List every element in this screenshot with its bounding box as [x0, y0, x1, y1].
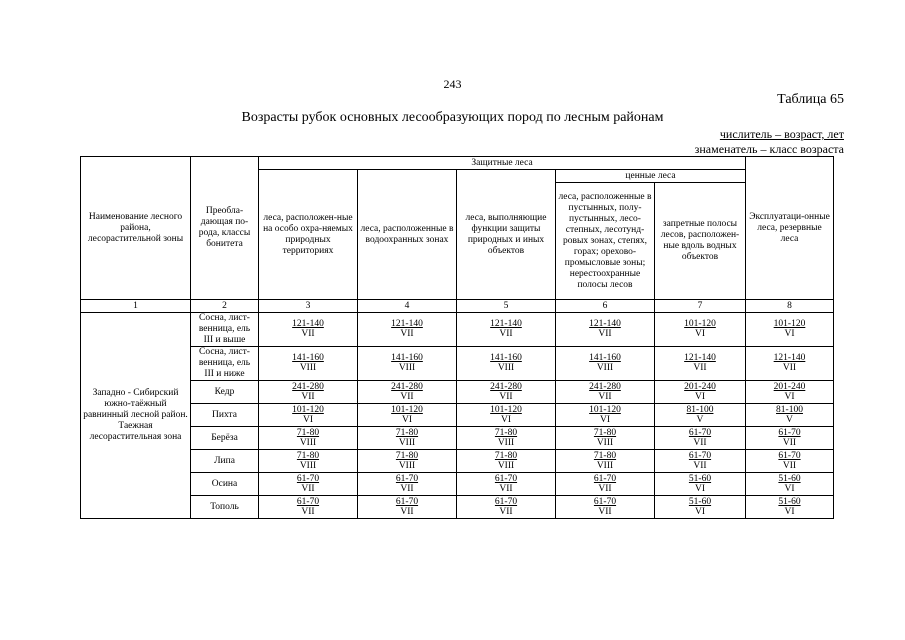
age-fraction: [684, 319, 716, 339]
table-row: [81, 450, 834, 473]
age-fraction: [689, 451, 711, 471]
age-cell: [556, 404, 655, 427]
age-years: 101-120: [589, 404, 621, 415]
header-col5: леса, выполняющие функции защиты природных и иных объектов: [457, 170, 556, 300]
age-years: 141-160: [490, 353, 522, 363]
table-row: [81, 313, 834, 347]
age-years: 121-140: [684, 353, 716, 363]
age-class: VIII: [596, 437, 614, 448]
age-years: 121-140: [589, 319, 621, 329]
age-years: 241-280: [292, 381, 324, 392]
age-years: 71-80: [593, 427, 617, 438]
age-cell: [259, 381, 358, 404]
age-class: VIII: [497, 363, 515, 373]
age-cell: [655, 313, 746, 347]
age-fraction: [778, 451, 800, 471]
age-class: VII: [400, 391, 414, 402]
age-fraction: [490, 319, 522, 339]
age-years: 61-70: [593, 496, 617, 507]
age-fraction: [495, 451, 517, 471]
age-cell: [556, 381, 655, 404]
table-row: [81, 496, 834, 519]
age-fraction: [589, 405, 621, 425]
age-cell: [358, 473, 457, 496]
age-fraction: [687, 405, 714, 425]
age-years: 71-80: [296, 427, 320, 438]
age-class: VII: [782, 460, 797, 471]
species-cell: Сосна, лист-венница, ель III и ниже: [191, 347, 259, 381]
age-cell: [259, 450, 358, 473]
age-fraction: [391, 405, 423, 425]
age-class: VIII: [596, 460, 614, 471]
age-class: VII: [693, 437, 707, 448]
age-years: 61-70: [395, 473, 419, 484]
age-fraction: [774, 382, 806, 402]
age-years: 241-280: [589, 381, 621, 392]
age-cell: [556, 347, 655, 381]
age-years: 61-70: [778, 450, 801, 461]
age-fraction: [689, 474, 711, 494]
col-number-3: 3: [259, 300, 358, 313]
age-years: 121-140: [292, 319, 324, 329]
age-class: VI: [401, 414, 412, 425]
age-years: 121-140: [773, 353, 806, 363]
age-cell: [655, 427, 746, 450]
age-years: 61-70: [296, 496, 320, 507]
age-class: VIII: [596, 363, 614, 373]
age-years: 51-60: [688, 473, 712, 484]
header-protective: Защитные леса: [259, 157, 746, 170]
age-fraction: [396, 474, 418, 494]
species-cell: Сосна, лист-венница, ель III и выше: [191, 313, 259, 347]
age-cell: [358, 427, 457, 450]
table-row: [81, 404, 834, 427]
header-col4: леса, расположенные в водоохранных зонах: [358, 170, 457, 300]
age-class: VI: [694, 506, 705, 517]
age-years: 241-280: [490, 381, 522, 392]
species-cell: Пихта: [191, 404, 259, 427]
age-years: 61-70: [494, 473, 518, 484]
age-cell: [457, 496, 556, 519]
age-cell: [556, 427, 655, 450]
zone-name: Западно - Сибирский южно-таёжный равнинный лесной район. Таежная лесорастительная зона: [81, 313, 191, 519]
age-years: 201-240: [773, 381, 806, 392]
age-class: VII: [499, 506, 513, 517]
table-row: [81, 473, 834, 496]
age-fraction: [292, 319, 324, 339]
age-fraction: [297, 428, 319, 448]
age-cell: [358, 347, 457, 381]
age-years: 81-100: [776, 404, 803, 415]
age-years: 121-140: [391, 319, 423, 329]
age-class: VII: [782, 363, 797, 373]
age-cell: [655, 496, 746, 519]
age-cell: [655, 347, 746, 381]
age-fraction: [684, 382, 716, 402]
age-cell: [259, 427, 358, 450]
species-cell: Тополь: [191, 496, 259, 519]
age-fraction: [589, 382, 621, 402]
age-fraction: [391, 353, 423, 373]
age-fraction: [297, 497, 319, 517]
age-cell: [655, 404, 746, 427]
age-class: VI: [784, 329, 795, 339]
age-cell: [457, 381, 556, 404]
age-fraction: [778, 474, 800, 494]
age-class: VI: [784, 483, 795, 494]
age-cell: [746, 381, 834, 404]
age-class: VII: [301, 483, 315, 494]
age-class: VII: [598, 483, 612, 494]
age-class: VIII: [299, 437, 317, 448]
age-years: 71-80: [296, 450, 320, 461]
age-years: 101-120: [391, 404, 423, 415]
age-class: VII: [598, 329, 612, 339]
age-years: 201-240: [684, 381, 716, 392]
age-cell: [259, 496, 358, 519]
legend-denominator: знаменатель – класс возраста: [694, 142, 844, 156]
species-cell: Кедр: [191, 381, 259, 404]
age-years: 61-70: [593, 473, 617, 484]
age-fraction: [292, 382, 324, 402]
age-cell: [746, 473, 834, 496]
age-fraction: [589, 353, 621, 373]
age-class: VII: [782, 437, 797, 448]
age-fraction: [689, 428, 711, 448]
col-number-4: 4: [358, 300, 457, 313]
age-cell: [655, 473, 746, 496]
age-cell: [746, 347, 834, 381]
age-class: VI: [694, 391, 705, 402]
age-cell: [556, 450, 655, 473]
age-years: 101-120: [684, 319, 716, 329]
age-years: 101-120: [490, 404, 522, 415]
cutting-age-table: [80, 156, 834, 519]
age-class: VII: [499, 391, 513, 402]
age-class: VIII: [398, 437, 416, 448]
age-fraction: [778, 428, 800, 448]
age-cell: [259, 473, 358, 496]
age-cell: [457, 450, 556, 473]
col-number-2: 2: [191, 300, 259, 313]
age-class: VII: [499, 329, 513, 339]
col-number-5: 5: [457, 300, 556, 313]
age-fraction: [684, 353, 716, 373]
document-title: Возрасты рубок основных лесообразующих пород по лесным районам: [241, 110, 664, 125]
header-col7: запретные полосы лесов, расположен-ные вдоль водных объектов: [655, 183, 746, 300]
age-class: VIII: [497, 460, 515, 471]
age-class: VII: [400, 329, 414, 339]
age-cell: [746, 404, 834, 427]
age-years: 71-80: [593, 450, 617, 461]
age-cell: [358, 404, 457, 427]
age-years: 61-70: [778, 427, 801, 438]
age-fraction: [490, 405, 522, 425]
age-years: 51-60: [778, 496, 801, 507]
age-class: VII: [598, 391, 612, 402]
age-cell: [457, 427, 556, 450]
header-col6: леса, расположенные в пустынных, полу-пустынных, лесо-степных, лесотунд-ровых зонах, степях, горах; орехово-промысловые зоны; нерестоохранные полосы лесов: [556, 183, 655, 300]
age-years: 101-120: [292, 404, 324, 415]
age-years: 61-70: [296, 473, 320, 484]
age-cell: [556, 473, 655, 496]
age-cell: [556, 496, 655, 519]
table-row: [81, 347, 834, 381]
age-cell: [358, 496, 457, 519]
age-class: VII: [301, 506, 315, 517]
legend-numerator: числитель – возраст, лет: [719, 127, 844, 141]
age-years: 101-120: [773, 319, 806, 329]
age-class: VI: [599, 414, 610, 425]
col-number-1: 1: [81, 300, 191, 313]
age-class: VII: [693, 460, 707, 471]
age-class: VII: [301, 329, 315, 339]
age-cell: [746, 450, 834, 473]
age-class: VIII: [299, 460, 317, 471]
age-class: VI: [302, 414, 313, 425]
age-fraction: [774, 319, 806, 339]
age-class: VI: [784, 506, 795, 517]
species-cell: Липа: [191, 450, 259, 473]
age-fraction: [594, 474, 616, 494]
age-fraction: [490, 353, 522, 373]
age-class: VII: [301, 391, 315, 402]
age-cell: [259, 347, 358, 381]
age-cell: [746, 313, 834, 347]
age-years: 141-160: [292, 353, 324, 363]
age-class: V: [696, 414, 704, 425]
age-cell: [358, 450, 457, 473]
age-cell: [358, 381, 457, 404]
age-fraction: [396, 451, 418, 471]
age-years: 71-80: [395, 450, 419, 461]
age-cell: [358, 313, 457, 347]
header-species: Преобла-дающая по-рода, классы бонитета: [191, 157, 259, 300]
table-row: [81, 381, 834, 404]
age-fraction: [495, 428, 517, 448]
age-cell: [457, 313, 556, 347]
age-cell: [655, 381, 746, 404]
age-years: 71-80: [494, 450, 518, 461]
age-years: 61-70: [395, 496, 419, 507]
age-fraction: [774, 353, 806, 373]
age-years: 141-160: [589, 353, 621, 363]
species-cell: Осина: [191, 473, 259, 496]
age-class: VII: [400, 483, 414, 494]
age-years: 61-70: [494, 496, 518, 507]
age-class: VIII: [398, 363, 416, 373]
age-class: VI: [784, 391, 795, 402]
table-label: Таблица 65: [777, 92, 844, 107]
age-class: VIII: [299, 363, 317, 373]
age-years: 51-60: [688, 496, 712, 507]
age-years: 61-70: [688, 450, 712, 461]
age-class: VII: [499, 483, 513, 494]
page-number: 243: [443, 77, 462, 91]
age-class: VI: [694, 329, 705, 339]
col-number-8: 8: [746, 300, 834, 313]
age-fraction: [490, 382, 522, 402]
age-fraction: [495, 497, 517, 517]
header-name: Наименование лесного района, лесорастительной зоны: [81, 157, 191, 300]
age-class: VII: [598, 506, 612, 517]
age-cell: [655, 450, 746, 473]
age-years: 51-60: [778, 473, 801, 484]
age-cell: [457, 404, 556, 427]
age-fraction: [689, 497, 711, 517]
age-class: VIII: [398, 460, 416, 471]
age-fraction: [778, 497, 800, 517]
age-fraction: [594, 451, 616, 471]
header-valuable: ценные леса: [556, 170, 746, 183]
col-number-7: 7: [655, 300, 746, 313]
table-row: [81, 427, 834, 450]
age-fraction: [776, 405, 803, 425]
age-cell: [457, 347, 556, 381]
age-cell: [746, 427, 834, 450]
age-years: 61-70: [688, 427, 712, 438]
age-class: VII: [400, 506, 414, 517]
age-years: 241-280: [391, 381, 423, 392]
age-cell: [556, 313, 655, 347]
age-cell: [457, 473, 556, 496]
age-fraction: [391, 319, 423, 339]
age-years: 81-100: [686, 404, 714, 415]
header-col3: леса, расположен-ные на особо охра-няемых природных территориях: [259, 170, 358, 300]
age-fraction: [292, 405, 324, 425]
age-cell: [746, 496, 834, 519]
age-fraction: [594, 428, 616, 448]
age-class: VII: [693, 363, 707, 373]
header-col8: Эксплуатаци-онные леса, резервные леса: [746, 157, 834, 300]
age-years: 141-160: [391, 353, 423, 363]
age-fraction: [297, 451, 319, 471]
age-cell: [259, 313, 358, 347]
age-fraction: [297, 474, 319, 494]
species-cell: Берёза: [191, 427, 259, 450]
age-fraction: [589, 319, 621, 339]
age-fraction: [396, 428, 418, 448]
age-years: 71-80: [395, 427, 419, 438]
age-cell: [259, 404, 358, 427]
age-class: VI: [694, 483, 705, 494]
age-fraction: [495, 474, 517, 494]
age-fraction: [391, 382, 423, 402]
age-fraction: [292, 353, 324, 373]
col-number-6: 6: [556, 300, 655, 313]
age-class: VI: [500, 414, 511, 425]
age-class: VIII: [497, 437, 515, 448]
age-class: V: [786, 414, 793, 425]
age-years: 121-140: [490, 319, 522, 329]
age-fraction: [396, 497, 418, 517]
age-years: 71-80: [494, 427, 518, 438]
age-fraction: [594, 497, 616, 517]
